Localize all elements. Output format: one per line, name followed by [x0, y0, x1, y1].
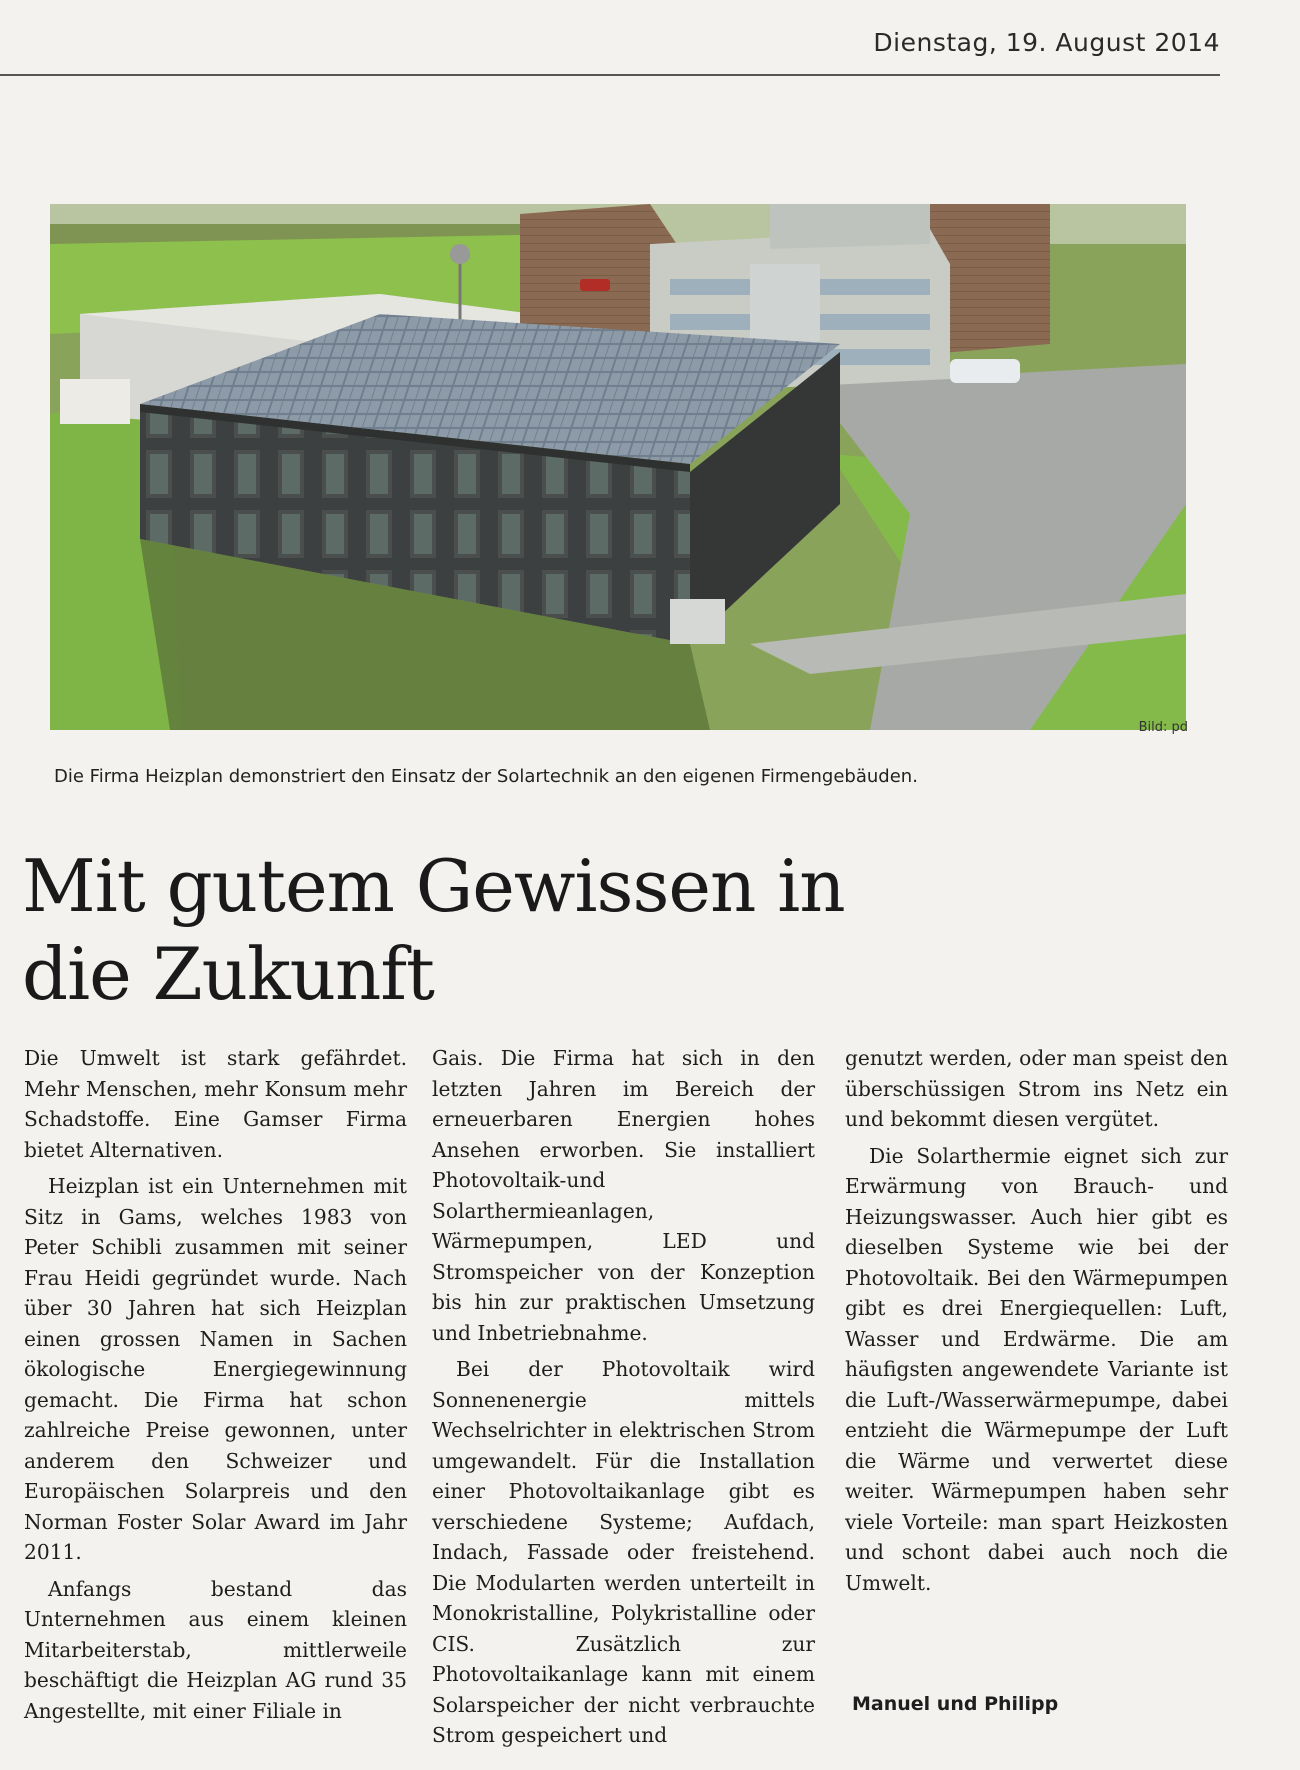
- article-paragraph: Bei der Photovoltaik wird Sonnenenergie mittels Wechselrichter in elektrischen Strom umgewandelt. Für die Installation einer Photovoltaikanlage gibt es verschiedene Systeme; Aufdach, Indach, Fassade oder freistehend. Die Modularten werden unterteilt in Monokristalline, Polykristalline oder CIS. Zusätzlich zur Photovoltaikanlage kann mit einem Solarspeicher der nicht verbrauchte Strom gespeichert und: [432, 1357, 815, 1747]
- article-paragraph: Gais. Die Firma hat sich in den letzten Jahren im Bereich der erneuerbaren Energien hohes Ansehen erworben. Sie installiert Photovoltaik-und Solarthermieanlagen, Wärmepumpen, LED und Stromspeicher von der Konzeption bis hin zur praktischen Umsetzung und Inbetriebnahme.: [432, 1046, 815, 1345]
- solar-building-illustration: [50, 204, 1186, 730]
- article-column-2: [432, 1043, 815, 1751]
- article-paragraph: Anfangs bestand das Unternehmen aus einem kleinen Mitarbeiterstab, mittlerweile beschäftigt die Heizplan AG rund 35 Angestellte, mit einer Filiale in: [24, 1576, 407, 1723]
- article-headline: [22, 842, 1082, 1018]
- photo-credit: Bild: pd: [1138, 720, 1188, 735]
- issue-date: Dienstag, 19. August 2014: [873, 28, 1220, 57]
- article-paragraph: Die Solarthermie eignet sich zur Erwärmung von Brauch- und Heizungswasser. Auch hier gibt es dieselben Systeme wie bei der Photovoltaik. Bei den Wärmepumpen gibt es drei Energiequellen: Luft, Wasser und Erdwärme. Die am häufigsten angewendete Variante ist die Luft-/Wasserwärmepumpe, dabei entzieht die Wärmepumpe der Luft die Wärme und verwertet diese weiter. Wärmepumpen haben sehr viele Vorteile: man spart Heizkosten und schont dabei auch noch die Umwelt.: [845, 1143, 1228, 1595]
- article-photo: [50, 204, 1186, 730]
- photo-caption: Die Firma Heizplan demonstriert den Einsatz der Solartechnik an den eigenen Firmengebäuden.: [54, 766, 918, 787]
- article-paragraph: Heizplan ist ein Unternehmen mit Sitz in Gams, welches 1983 von Peter Schibli zusammen mit seiner Frau Heidi gegründet wurde. Nach über 30 Jahren hat sich Heizplan einen grossen Namen in Sachen ökologische Energiegewinnung gemacht. Die Firma hat schon zahlreiche Preise gewonnen, unter anderem den Schweizer und Europäischen Solarpreis und den Norman Foster Solar Award im Jahr 2011.: [24, 1174, 407, 1564]
- article-column-1: [24, 1043, 407, 1726]
- article-paragraph: genutzt werden, oder man speist den überschüssigen Strom ins Netz ein und bekommt diesen vergütet.: [845, 1046, 1228, 1131]
- article-column-3: [845, 1043, 1228, 1598]
- author-byline: Manuel und Philipp: [852, 1693, 1059, 1715]
- article-lead: Die Umwelt ist stark gefährdet. Mehr Menschen, mehr Konsum mehr Schadstoffe. Eine Gamser Firma bietet Alternativen.: [24, 1046, 407, 1162]
- headline-line-1: Mit gutem Gewissen in: [22, 844, 845, 928]
- headline-line-2: die Zukunft: [22, 932, 434, 1016]
- header-rule: [0, 74, 1220, 76]
